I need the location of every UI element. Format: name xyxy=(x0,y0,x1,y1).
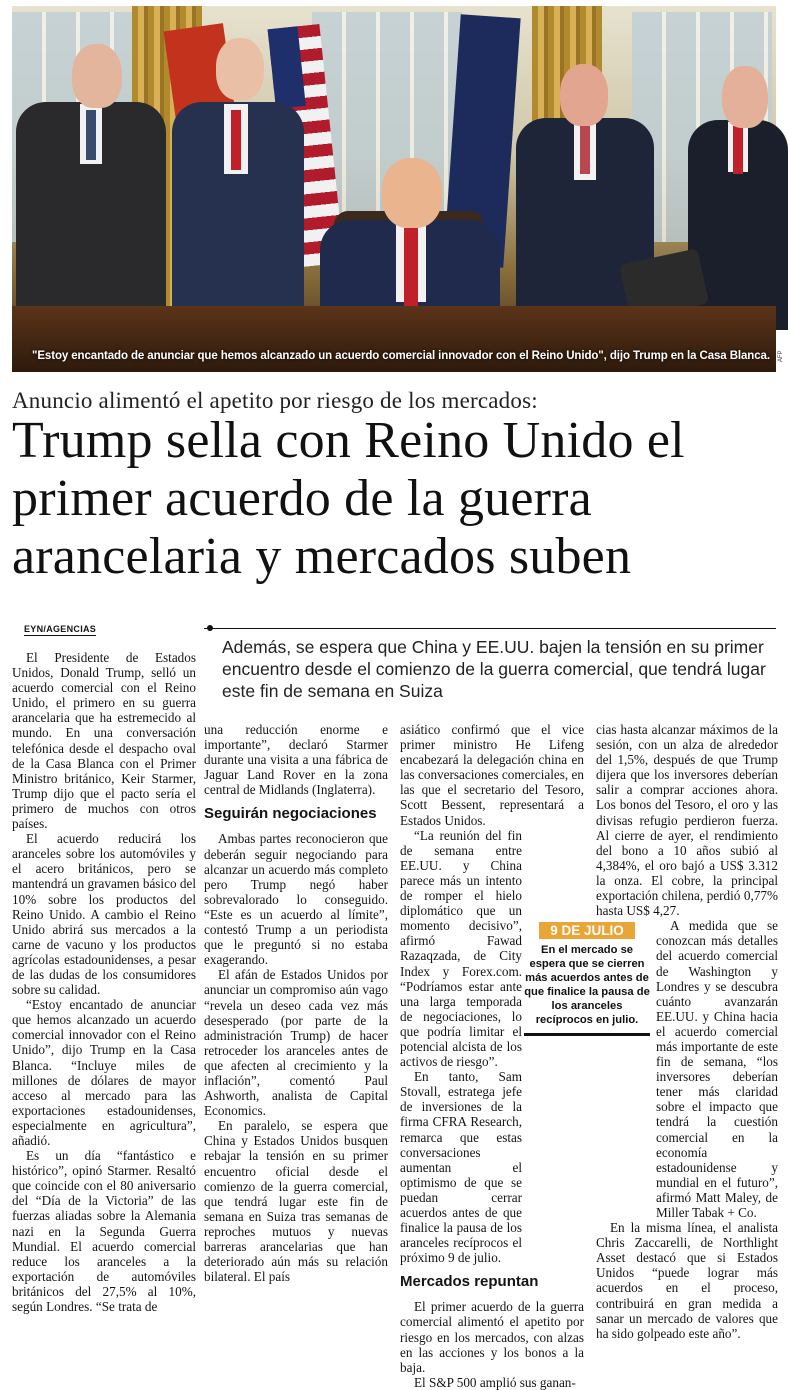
kicker: Anuncio alimentó el apetito por riesgo de los mercados: xyxy=(12,388,538,413)
sidebox-callout xyxy=(524,920,650,1036)
paragraph: El Presidente de Estados Unidos, Donald Trump, selló un acuerdo comercial con el Reino Unido, el primero en su guerra arancelaria que ha estremecido al mundo. En una conversación telefónica desde el despacho oval de la Casa Blanca con el Primer Ministro británico, Keir Starmer, Trump dijo que el pacto sería el primero de muchos con otros países. xyxy=(12,650,196,832)
column-2 xyxy=(204,722,388,1284)
sidebox-rule xyxy=(524,1033,650,1036)
deck-rule xyxy=(204,628,776,629)
sidebox-date: 9 DE JULIO xyxy=(539,922,635,939)
photo-credit: AFP xyxy=(778,350,784,362)
photo-caption: "Estoy encantado de anunciar que hemos alcanzado un acuerdo comercial innovador con el Reino Unido", dijo Trump en la Casa Blanca. xyxy=(32,350,770,362)
column-3 xyxy=(400,722,584,1390)
sidebox-text: En el mercado se espera que se cierren más acuerdos antes de que finalice la pausa de los aranceles recíprocos en julio. xyxy=(524,944,650,1026)
paragraph: A medida que se conozcan más detalles del acuerdo comercial de Washington y Londres y se descubra cuánto avanzarán EE.UU. y China hacia el acuerdo comercial más importante de este fin de semana, “los inversores deberían tener más claridad sobre el impacto que tendrá la cuestión comercial en la economía estadounidense y mundial en el futuro”, afirmó Matt Maley, de Miller Tabak + Co. xyxy=(656,918,778,1220)
paragraph: Es un día “fantástico e histórico”, opinó Starmer. Resaltó que coincide con el 80 aniversario del “Día de la Victoria” de las fuerzas aliadas sobre la Alemania nazi en la Segunda Guerra Mundial. El acuerdo comercial reduce los aranceles a la exportación de automóviles británicos del 27,5% al 10%, según Londres. “Se trata de xyxy=(12,1148,196,1315)
subheading: Seguirán negociaciones xyxy=(204,805,377,823)
deck-bullet xyxy=(207,625,213,631)
deck-summary: Además, se espera que China y EE.UU. bajen la tensión en su primer encuentro desde el comienzo de la guerra comercial, que tendrá lugar este fin de semana en Suiza xyxy=(222,637,766,701)
paragraph: asiático confirmó que el vice primer ministro He Lifeng encabezará la delegación china en las conversaciones comerciales, en las que el secretario del Tesoro, Scott Bessent, representará a Estados Unidos. xyxy=(400,722,584,828)
paragraph: En paralelo, se espera que China y Estados Unidos busquen rebajar la tensión en su primer encuentro oficial desde el comienzo de la guerra comercial, que tendrá lugar este fin de semana en Suiza tras semanas de reproches mutuos y nuevas barreras arancelarias que han deteriorado aún más su relación bilateral. El país xyxy=(204,1118,388,1285)
paragraph: una reducción enorme e importante”, declaró Starmer durante una visita a una fábrica de Jaguar Land Rover en la zona central de Midlands (Inglaterra). xyxy=(204,722,388,798)
paragraph: El acuerdo reducirá los aranceles sobre los automóviles y el acero británicos, pero se mantendrá un gravamen básico del 10% sobre los productos del Reino Unido. A cambio el Reino Unido abrirá sus mercados a la carne de vacuno y los productos agrícolas estadounidenses, a pesar de las dudas de los consumidores sobre su calidad. xyxy=(12,831,196,998)
paragraph: Ambas partes reconocieron que deberán seguir negociando para alcanzar un acuerdo más completo pero Trump negó haber sobrevalorado lo conseguido. “Este es un acuerdo al límite”, contestó Trump a un periodista que le preguntó si no estaba exagerando. xyxy=(204,831,388,968)
news-photo xyxy=(12,6,776,372)
headline: Trump sella con Reino Unido el primer acuerdo de la guerra arancelaria y mercados suben xyxy=(12,412,685,585)
byline: EYN/AGENCIAS xyxy=(24,624,97,634)
paragraph: “La reunión del fin de semana entre EE.UU. y China parece más un intento de romper el hielo diplomático que un momento decisivo”, afirmó Fawad Razaqzada, de City Index y Forex.com. “Podríamos estar ante una larga temporada de negociaciones, lo que podría limitar el potencial alcista de los activos de riesgo”. xyxy=(400,827,522,1070)
resolute-desk xyxy=(12,306,776,372)
paragraph: cias hasta alcanzar máximos de la sesión, con un alza de alrededor del 1,5%, después de que Trump dijera que los inversores deberían salir a comprar acciones ahora. Los bonos del Tesoro, el oro y las divisas refugio perdieron fuerza. Al cierre de ayer, el rendimiento del bono a 10 años subió al 4,384%, el oro bajó a US$ 3.312 la onza. El cobre, la principal exportación chilena, perdió 0,77% hasta US$ 4,27. xyxy=(596,722,778,919)
paragraph: En tanto, Sam Stovall, estratega jefe de inversiones de la firma CFRA Research, remarca que estas conversaciones aumentan el optimismo de que se puedan cerrar acuerdos antes de que finalice la pausa de los aranceles recíprocos el próximo 9 de julio. xyxy=(400,1069,522,1266)
paragraph: “Estoy encantado de anunciar que hemos alcanzado un acuerdo comercial innovador con el Reino Unido”, dijo Trump en la Casa Blanca. “Incluye miles de millones de dólares de mayor acceso al mercado para las exportaciones estadounidenses, especialmente en agricultura”, añadió. xyxy=(12,997,196,1148)
subheading: Mercados repuntan xyxy=(400,1273,539,1291)
paragraph: En la misma línea, el analista Chris Zaccarelli, de Northlight Asset destacó que si Estados Unidos “puede lograr más acuerdos en el proceso, contribuirá en gran medida a sanar un mercado de valores que ha sido golpeado este año”. xyxy=(596,1220,778,1341)
paragraph: El primer acuerdo de la guerra comercial alimentó el apetito por riesgo en los mercados, con alzas en las acciones y los bonos a la baja. xyxy=(400,1299,584,1375)
paragraph: El afán de Estados Unidos por anunciar un compromiso aún vago “revela un deseo cada vez más desesperado (por parte de la administración Trump) de hacer retroceder los aranceles antes de que afecten al crecimiento y la inflación”, comentó Paul Ashworth, analista de Capital Economics. xyxy=(204,967,388,1119)
paragraph: El S&P 500 amplió sus ganan- xyxy=(414,1374,576,1390)
column-1 xyxy=(12,650,196,1314)
